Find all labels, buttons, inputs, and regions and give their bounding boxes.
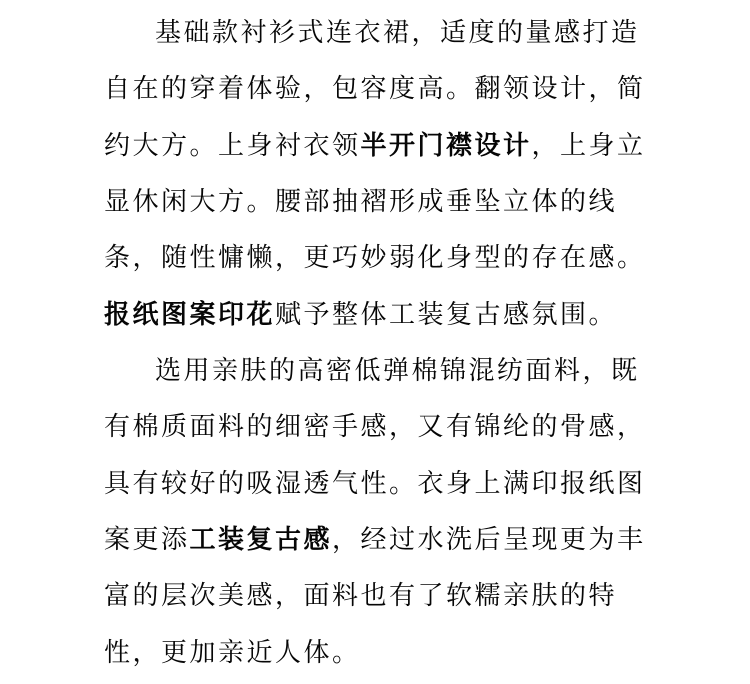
bold-text-segment: 半开门襟设计: [360, 129, 532, 160]
text-segment: ，经过水洗后呈现更为丰: [332, 524, 646, 555]
text-segment: 自在的穿着体验，包容度高。翻领设计，简: [104, 73, 646, 104]
text-line: [104, 624, 750, 680]
text-segment: 案更添: [104, 524, 190, 555]
text-line: [104, 342, 750, 398]
text-line: [104, 4, 750, 60]
text-segment: 基础款衬衫式连衣裙，适度的量感打造: [155, 17, 640, 48]
text-segment: 赋予整体工装复古感氛围。: [275, 298, 618, 329]
text-line: [104, 173, 750, 229]
text-segment: ，上身立: [531, 129, 646, 160]
text-segment: 显休闲大方。腰部抽褶形成垂坠立体的线: [104, 186, 618, 217]
text-segment: 条，随性慵懒，更巧妙弱化身型的存在感。: [104, 242, 646, 273]
text-line: [104, 567, 750, 623]
document-body: [104, 4, 750, 680]
text-line: [104, 117, 750, 173]
paragraph-2: [104, 342, 750, 680]
text-line: [104, 286, 750, 342]
text-segment: 富的层次美感，面料也有了软糯亲肤的特: [104, 580, 618, 611]
text-line: [104, 398, 750, 454]
text-segment: 约大方。上身衬衣领: [104, 129, 361, 160]
bold-text-segment: 报纸图案印花: [104, 298, 276, 329]
text-line: [104, 60, 750, 116]
text-line: [104, 455, 750, 511]
text-line: [104, 511, 750, 567]
bold-text-segment: 工装复古感: [189, 524, 333, 555]
text-segment: 性，更加亲近人体。: [104, 636, 361, 667]
text-line: [104, 229, 750, 285]
text-segment: 选用亲肤的高密低弹棉锦混纺面料，既: [155, 355, 640, 386]
text-segment: 有棉质面料的细密手感，又有锦纶的骨感，: [104, 411, 646, 442]
paragraph-1: [104, 4, 750, 342]
text-segment: 具有较好的吸湿透气性。衣身上满印报纸图: [104, 467, 646, 498]
